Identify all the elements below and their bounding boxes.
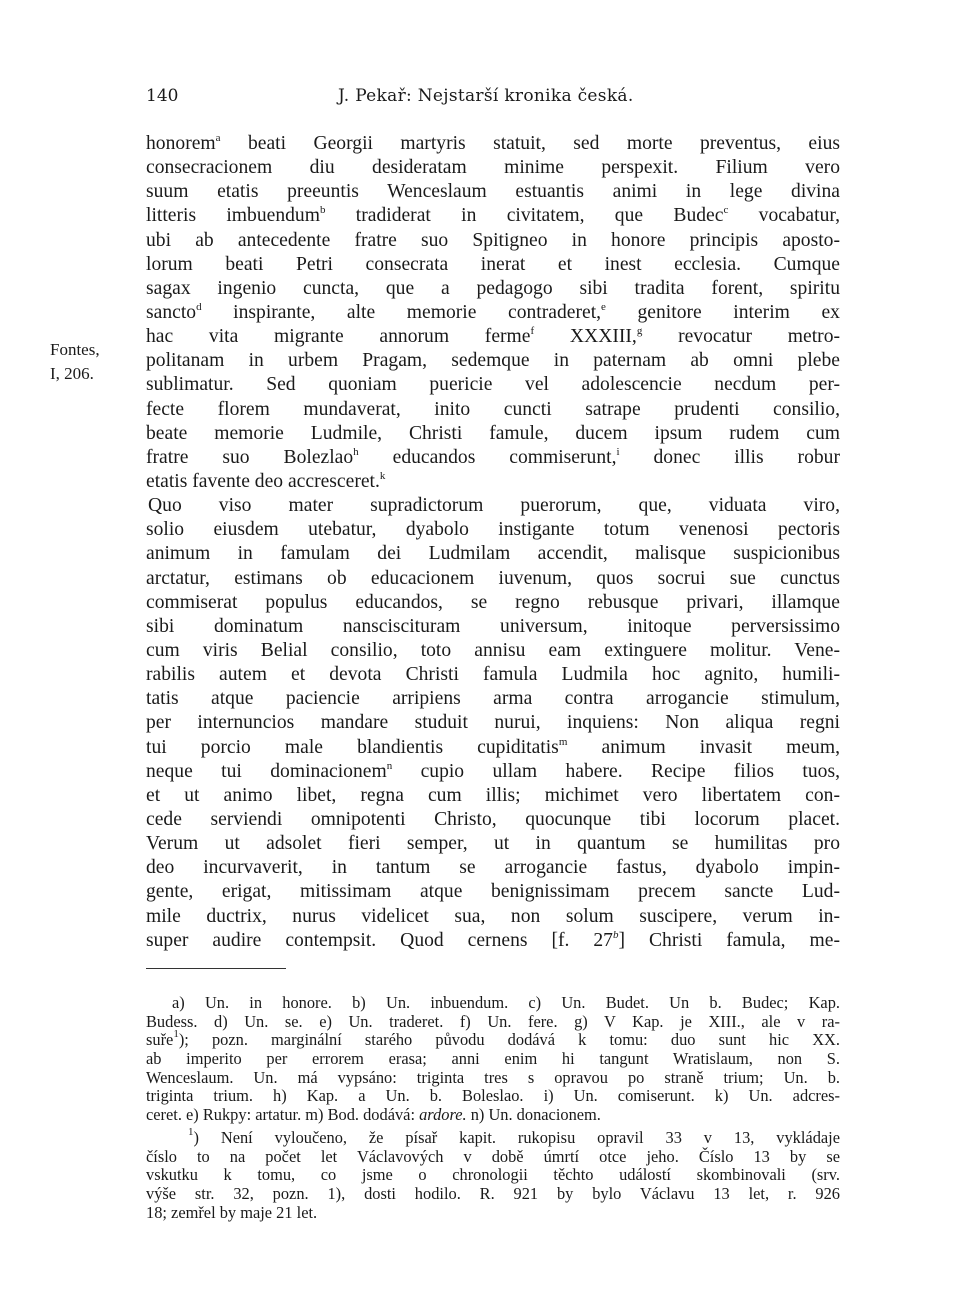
text-line: commiserat populus educandos, se regno rebusque privari, illamque [146,591,840,613]
text-line: consecracionem diu desideratam minime perspexit. Filium vero [146,157,840,179]
text-line: cede serviendi omnipotenti Christo, quocunque tibi locorum placet. [146,808,840,830]
margin-note-fontes: Fontes, [50,340,100,359]
text-line: politanam in urbem Pragam, sedemque in paternam ab omni plebe [146,350,840,372]
text-line: hac vita migrante annorum ferme$^f$ XXXIII,$^g$ revocatur metro- [146,325,841,348]
text-line: sancto$^d$ inspirante, alte memorie contraderet,$^e$ genitore interim ex [146,300,840,323]
text-line: tui porcio male blandientis cupiditatis$^m$ animum invasit meum, [146,735,840,758]
running-title: J. Pekař: Nejstarší kronika česká. [338,86,634,106]
text-line: deo incurvaverit, in tantum se arrogancie fastus, dyabolo impin- [146,857,840,879]
text-line: per internuncios mandare studuit nurui, inquiens: Non aliqua regni [146,712,840,734]
text-line: suum etatis preeuntis Wenceslaum estuantis animi in lege divina [146,181,840,203]
text-line: sagax ingenio cuncta, que a pedagogo sibi tradita forent, spiritu [146,277,840,299]
text-line: animum in famulam dei Ludmilam accendit, malisque suspicionibus [146,543,840,565]
text-line: solio eiusdem utebatur, dyabolo instigante totum venenosi pectoris [146,519,840,541]
main-text [146,132,840,953]
text-line: Quo viso mater supradictorum puerorum, que, viduata viro, [148,495,840,517]
running-header [146,86,840,114]
page-number: 140 [146,86,179,106]
text-line: lorum beati Petri consecrata inerat et inest ecclesia. Cumque [146,253,840,275]
text-line: mile ductrix, nurus videlicet sua, non solum suscipere, verum in- [146,905,840,927]
footnote-divider [146,968,286,969]
footnote-line: $^1$) Není vyloučeno, že písař kapit. rukopisu opravil 33 v 13, vykládaje [188,1125,840,1147]
text-line: super audire contempsit. Quod cernens [f. 27$^b$] Christi famula, me- [146,928,840,951]
text-line: ubi ab antecedente fratre suo Spitigneo in honore principis aposto- [146,229,840,251]
text-line: gente, erigat, mitissimam atque benignissimam precem sancte Lud- [146,881,840,903]
footnote-line: číslo to na počet let Václavových v době úmrtí otce jeho. Číslo 13 by se [146,1146,840,1166]
text-line: sublimatur. Sed quoniam puericie vel adolescencie necdum per- [146,374,840,396]
text-line: cum viris Belial consilio, toto annisu eam extinguere molitur. Vene- [146,639,840,661]
text-line: et ut animo libet, regna cum illis; michimet vero libertatem con- [146,784,840,806]
text-line: litteris imbuendum$^b$ tradiderat in civitatem, que Budec$^c$ vocabatur, [146,204,841,227]
text-line: beate memorie Ludmile, Christi famule, ducem ipsum rudem cum [146,422,840,444]
footnote-line: 18; zemřel by maje 21 let. [146,1202,318,1222]
text-line: Verum ut adsolet fieri semper, ut in quantum se humilitas pro [146,833,840,855]
margin-note-reference: I, 206. [50,364,94,383]
footnote-line: ceret. e) Rukpy: artatur. m) Bod. dodává: ardore. n) Un. donacionem. [146,1105,601,1125]
footnote-line: suře$^1$); pozn. marginální starého původu dodává k tomu: duo sunt hic XX. [146,1028,840,1050]
footnote-line: triginta trium. h) Kap. a Un. b. Boleslao. i) Un. comiserunt. k) Un. adcres- [146,1086,840,1106]
text-line: etatis favente deo accresceret.$^k$ [146,469,386,492]
text-line: fecte florem mundaverat, inito cuncti satrape prudenti consilio, [146,398,840,420]
text-line: arctatur, estimans ob educacionem iuvenum, quos socrui sue cunctus [146,567,840,589]
text-line: tatis atque paciencie arripiens arma contra arrogancie stimulum, [146,688,840,710]
text-line: fratre suo Bolezlao$^h$ educandos commiserunt,$^i$ donec illis robur [146,445,840,468]
text-line: sibi dominatum nansciscituram universum, initoque perversissimo [146,615,840,637]
text-line: rabilis autem et devota Christi famula Ludmila hoc agnito, humili- [146,664,840,686]
footnotes [146,994,840,1222]
text-line: honorem$^a$ beati Georgii martyris statuit, sed morte preventus, eius [146,132,840,154]
footnote-line: Wenceslaum. Un. má vypsáno: triginta tres s opravou po straně trium; Un. b. [146,1067,840,1087]
text-line: neque tui dominacionem$^n$ cupio ullam habere. Recipe filios tuos, [146,759,840,782]
footnote-line: a) Un. in honore. b) Un. inbuendum. c) Un. Budet. Un b. Budec; Kap. [172,993,840,1012]
footnote-line: vskutku k tomu, co jsme o chronologii těchto událostí skombinovali (srv. [146,1165,840,1185]
footnote-line: Budess. d) Un. se. e) Un. traderet. f) Un. fere. g) V Kap. je XIII., ale v ra- [146,1011,840,1031]
footnote-line: ab imperito per errorem erasa; anni enim hi tangunt Wratislaum, non S. [146,1049,840,1069]
footnote-line: výše str. 32, pozn. 1), dosti hodilo. R. 921 by bylo Václavu 13 let, r. 926 [146,1183,840,1203]
